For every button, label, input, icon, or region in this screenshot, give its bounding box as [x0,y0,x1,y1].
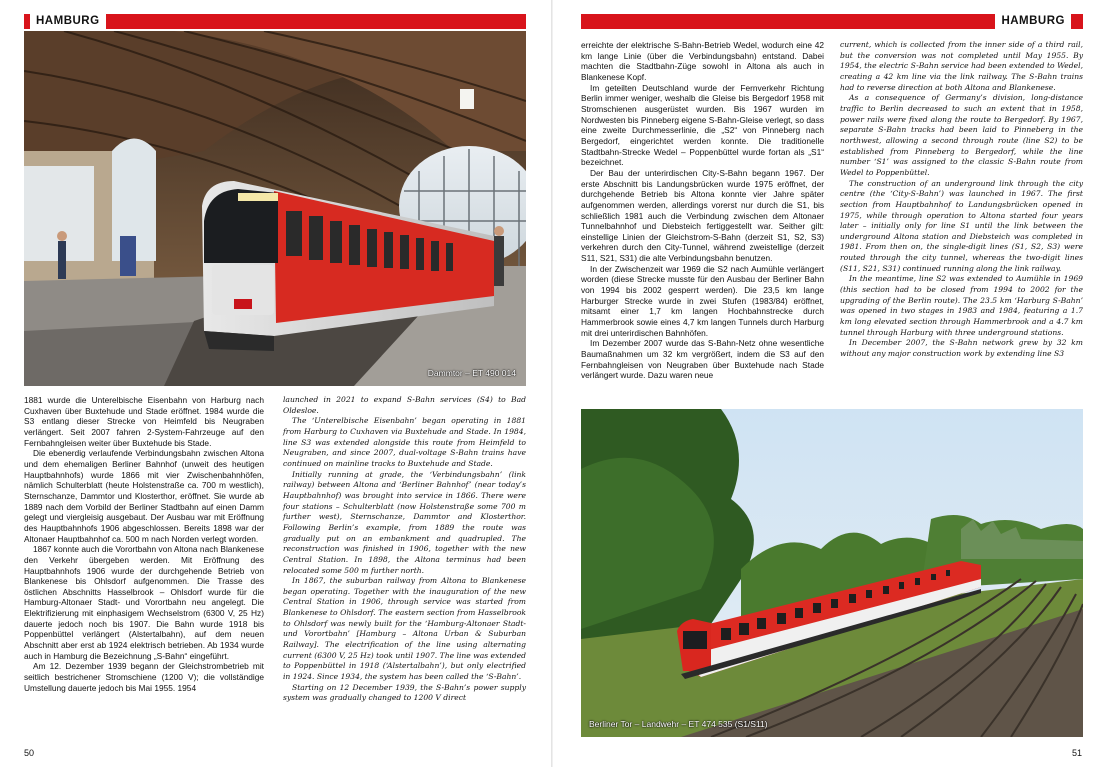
right-header-bar [581,14,1083,29]
paragraph: 1881 wurde die Unterelbische Eisenbahn von Harburg nach Cuxhaven über Buxtehude und Stade eröffnet. 1984 wurde die S3 entlang dieser Strecke von Heimfeld bis Neugraben verlängert. Seit 2007 fahren 2-System-Fahrzeuge auf den Fernbahngleisen weiter über Buxtehude bis Stade. [24,395,264,448]
photo-caption-dammtor: Dammtor – ET 490 014 [427,368,516,378]
right-page-number: 51 [1071,748,1082,758]
right-column-german [581,40,824,381]
paragraph: Im geteilten Deutschland wurde der Fernverkehr Richtung Berlin immer weniger, weshalb die Gleise bis Bergedorf 1958 mit Stromschienen ausgerüstet wurden. Bis 1967 wurden im Nordwesten bis Pinneberg eigene S-Bahn-Gleise verlegt, so dass eine zweite Durchmesserlinie, die „S2“ von Pinneberg nach Bergedorf, eingerichtet werden konnte. Die traditionelle Stadtbahn-Strecke Wedel – Poppenbüttel wurde fortan als „S1“ bezeichnet. [581,82,824,168]
photo-caption-landwehr: Berliner Tor – Landwehr – ET 474 535 (S1/S11) [589,719,768,729]
paragraph: Initially running at grade, the ‘Verbindungsbahn’ (link railway) between Altona and ‘Berliner Bahnhof’ (near today’s Hauptbahnhof) was brought into service in 1866. There were four stations – Schulterblatt (now Holstenstraße some 700 m further west), Sternschanze, Dammtor and Klosterthor. Following Berlin’s example, from 1889 the route was gradually put on an embankment and quadrupled. The reconstruction was finished in 1906, together with the new Central Station. In 1898, the Altona terminus had been relocated some 500 m further north. [283,469,526,575]
paragraph: erreichte der elektrische S-Bahn-Betrieb Wedel, wodurch eine 42 km lange Linie (über die Verbindungsbahn) entstand. Dabei machten die Stadtbahn-Züge sowohl in Altona als auch in Blankenese Kopf. [581,40,824,82]
station-train-photo [24,31,526,386]
paragraph: Der Bau der unterirdischen City-S-Bahn begann 1967. Der erste Abschnitt bis Landungsbrücken wurde 1975 eröffnet, der durchgehende Betrieb bis Altona konnte vier Jahre später aufgenommen werden, allerdings vorerst nur durch die S1, bis schließlich 1981 auch die Verbindung zwischen dem Altonaer Tunnelbahnhof und Diebsteich fertiggestellt war. Seither gilt: einstellige Linien der Gleichstrom-S-Bahn (derzeit S1, S2, S3) verkehren durch den City-Tunnel, während zweistellige (derzeit S11, S21, S31) die alte Verbindungsbahn benutzen. [581,167,824,264]
paragraph: launched in 2021 to expand S-Bahn services (S4) to Bad Oldesloe. [283,395,526,415]
paragraph: In December 2007, the S-Bahn network grew by 32 km without any major construction work by extending line S3 [840,338,1083,359]
landwehr-train-photo [581,409,1083,737]
paragraph: Am 12. Dezember 1939 begann der Gleichstrombetrieb mit seitlich bestrichener Stromschiene (1200 V); die vollständige Umstellung dauerte jedoch bis Mai 1955. 1954 [24,661,264,693]
paragraph: The ‘Unterelbische Eisenbahn’ began operating in 1881 from Harburg to Cuxhaven via Buxtehude and Stade. In 1984, line S3 was extended alongside this route from Heimfeld to Neugraben, and since 2007, dual-voltage S-Bahn trains have continued on mainline tracks to Buxtehude and Stade. [283,416,526,468]
right-column-english [840,40,1083,360]
right-page [553,0,1106,767]
paragraph: In 1867, the suburban railway from Altona to Blankenese began operating. Together with the inauguration of the new Central Station in 1906, through service was started from Blankenese to Ohlsdorf. The eastern section from Hasselbrook to Ohlsdorf was newly built for the ‘Hamburg-Altonaer Stadt- und Vorortbahn’ [Hamburg – Altona Urban & Suburban Railway]. The electrification of the line using alternating current (6300 V, 25 Hz) took until 1907. The line was extended to Poppenbüttel in 1918 (‘Alstertalbahn’), but only electrified in 1924. Since 1934, the system has been called the ‘S-Bahn’. [283,576,526,682]
paragraph: As a consequence of Germany’s division, long-distance traffic to Berlin decreased to such an extent that in 1958, power rails were fixed along the route to Bergedorf. By 1967, separate S-Bahn tracks had been laid to Pinneberg in the northwest, allowing a second through route (line S2) to be established from Pinneberg to Bergedorf, while the line number ‘S1’ was assigned to the classic S-Bahn route from Wedel to Poppenbüttel. [840,93,1083,177]
right-header-title: HAMBURG [995,14,1071,29]
mid-column-english [283,395,526,704]
left-column-german [24,395,264,693]
paragraph: Starting on 12 December 1939, the S-Bahn’s power supply system was gradually changed to 1200 V direct [283,682,526,703]
paragraph: Im Dezember 2007 wurde das S-Bahn-Netz ohne wesentliche Baumaßnahmen um 32 km vergrößert, indem die S3 auf den Fernbahngleisen von Neugraben über Buxtehude nach Stade verlängert wurde. Dazu waren neue [581,338,824,381]
left-header-bar [24,14,526,29]
landwehr-railway-illustration [581,409,1083,737]
left-header-title: HAMBURG [30,14,106,29]
paragraph: current, which is collected from the inner side of a third rail, but the conversion was not completed until May 1955. By 1954, the electric S-Bahn service had been extended to Wedel, creating a 42 km line via the link railway. The S-Bahn trains had to reverse direction at both Altona and Blankenese. [840,40,1083,92]
left-page-number: 50 [24,748,35,758]
paragraph: Die ebenerdig verlaufende Verbindungsbahn zwischen Altona und dem ehemaligen Berliner Bahnhof (unweit des heutigen Hauptbahnhofs) wurde 1866 mit vier Zwischenbahnhöfen, nämlich Schulterblatt (heute Holstenstraße ca. 700 m westlich), Sternschanze, Dammtor und Klosterthor, eröffnet. Sie wurde ab 1889 nach dem Vorbild der Berliner Stadtbahn auf einen Damm gelegt und viergleisig ausgebaut. Der Ausbau war mit Eröffnung des Hauptbahnhofs 1906 abgeschlossen. Bereits 1898 war der Altonaer Hauptbahnhof ca. 500 m nach Norden verlegt worden. [24,448,264,544]
paragraph: In the meantime, line S2 was extended to Aumühle in 1969 (this section had to be closed from 1994 to 2002 for the upgrading of the Berlin route). The 23.5 km ‘Harburg S-Bahn’ was opened in two stages in 1983 and 1984, featuring a 1.7 km long elevated section through Hammerbrook and a 4.7 km tunnel through Harburg with three underground stations. [840,274,1083,337]
paragraph: 1867 konnte auch die Vorortbahn von Altona nach Blankenese den Verkehr übergeben werden. Mit Eröffnung des Hauptbahnhofs 1906 wurde der durchgehende Betrieb von Blankenese bis Ohlsdorf aufgenommen. Die Trasse des östlichen Abschnitts Hasselbrook – Ohlsdorf wurde für die Hamburg-Altonaer Stadt- und Vorortbahn neu angelegt. Die Elektrifizierung mit einphasigem Wechselstrom (6300 V, 25 Hz) dauerte jedoch noch bis 1907. Die Bahn wurde 1918 bis Poppenbüttel verlängert (Alstertalbahn), auf dem neuen Abschnitt aber erst ab 1924 elektrisch betrieben. Ab 1934 wurde auch in Hamburg die Bezeichnung „S-Bahn“ eingeführt. [24,544,264,661]
paragraph: In der Zwischenzeit war 1969 die S2 nach Aumühle verlängert worden (diese Strecke musste für den Ausbau der Berliner Bahn von 1994 bis 2002 gesperrt werden). Die 23,5 km lange Harburger Strecke wurde in zwei Stufen (1983/84) eröffnet, mitsamt einer 1,7 km langen Hochbahnstrecke durch Hammerbrook sowie eines 4,7 km langen Tunnels durch Harburg mit drei unterirdischen Bahnhöfen. [581,263,824,338]
paragraph: The construction of an underground link through the city centre (the ‘City-S-Bahn’) was launched in 1967. The first section from Hauptbahnhof to Landungsbrücken opened in 1975, while through operation to Altona started four years later – initially only for line S1 until the link between the underground Altona station and Diebsteich was completed in 1981. From then on, the single-digit lines (S1, S2, S3) were routed through the city tunnel, whereas the two-digit lines (S11, S21, S31) continued running along the link railway. [840,178,1083,273]
dammtor-station-illustration [24,31,526,386]
